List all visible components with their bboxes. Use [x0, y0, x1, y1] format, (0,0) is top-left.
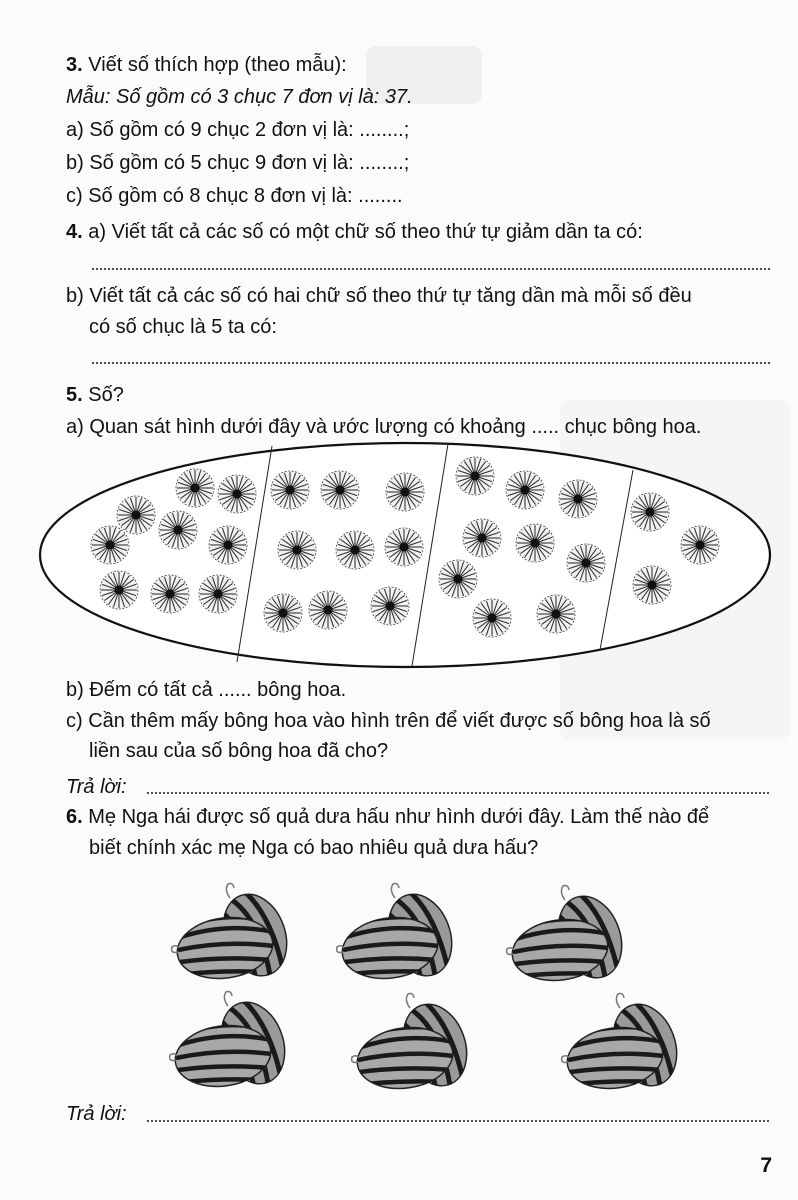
flower-icon: [537, 595, 575, 633]
flower-icon: [91, 526, 129, 564]
flower-icon: [209, 526, 247, 564]
page-number: 7: [760, 1154, 772, 1177]
watermelon-pair-icon: [335, 880, 465, 985]
exercise-3-example: Mẫu: Số gồm có 3 chục 7 đơn vị là: 37.: [66, 86, 413, 108]
flower-icon: [151, 575, 189, 613]
flower-icon: [100, 571, 138, 609]
flower-icon: [456, 457, 494, 495]
flower-icon: [463, 519, 501, 557]
exercise-4-number: 4.: [66, 221, 83, 243]
exercise-6-line2: biết chính xác mẹ Nga có bao nhiêu quả dưa hấu?: [89, 837, 539, 859]
exercise-3-number: 3.: [66, 54, 83, 76]
flower-icon: [506, 471, 544, 509]
flower-icon: [117, 496, 155, 534]
exercise-6-answer-label: Trả lời:: [66, 1103, 127, 1125]
flower-icon: [631, 493, 669, 531]
exercise-6-line1: [66, 804, 709, 830]
watermelon-pair-icon: [350, 990, 480, 1095]
flower-icon: [473, 599, 511, 637]
flower-icon: [559, 480, 597, 518]
flower-icon: [199, 575, 237, 613]
flower-icon: [176, 469, 214, 507]
flower-icon: [681, 526, 719, 564]
exercise-4-part-b-line2: có số chục là 5 ta có:: [89, 316, 277, 338]
exercise-5-part-b: b) Đếm có tất cả ...... bông hoa.: [66, 679, 347, 701]
flower-icon: [633, 566, 671, 604]
exercise-5-title: Số?: [88, 384, 124, 406]
exercise-6-number: 6.: [66, 806, 83, 828]
watermelon-pair-icon: [505, 882, 635, 987]
exercise-6-text: Mẹ Nga hái được số quả dưa hấu như hình dưới đây. Làm thế nào để: [88, 806, 710, 828]
flower-icon: [271, 471, 309, 509]
exercise-3-title: Viết số thích hợp (theo mẫu):: [88, 54, 347, 76]
watermelon-pair-icon: [170, 880, 300, 985]
exercise-5-answer-label: Trả lời:: [66, 776, 127, 798]
answer-line-6[interactable]: [146, 1120, 771, 1122]
answer-line-5c[interactable]: [146, 792, 771, 794]
exercise-5-number: 5.: [66, 384, 83, 406]
flower-icon: [386, 473, 424, 511]
flower-icon: [309, 591, 347, 629]
exercise-3-item-c: c) Số gồm có 8 chục 8 đơn vị là: ........: [66, 185, 403, 207]
flower-icon: [218, 475, 256, 513]
exercise-5-part-c-line2: liền sau của số bông hoa đã cho?: [89, 740, 389, 762]
exercise-3-item-b: b) Số gồm có 5 chục 9 đơn vị là: ........;: [66, 152, 410, 174]
flower-icon: [264, 594, 302, 632]
flower-icon: [278, 531, 316, 569]
exercise-4-part-b-line1: b) Viết tất cả các số có hai chữ số theo thứ tự tăng dần mà mỗi số đều: [66, 285, 692, 307]
flower-icon: [321, 471, 359, 509]
flower-icon: [159, 511, 197, 549]
exercise-3-item-a: a) Số gồm có 9 chục 2 đơn vị là: ........;: [66, 119, 410, 141]
flower-icon: [371, 587, 409, 625]
exercise-5-part-a: a) Quan sát hình dưới đây và ước lượng có khoảng ..... chục bông hoa.: [66, 416, 702, 438]
flower-icon: [567, 544, 605, 582]
flower-icon: [516, 524, 554, 562]
exercise-4-a-text: a) Viết tất cả các số có một chữ số theo thứ tự giảm dần ta có:: [88, 221, 643, 243]
flower-icon: [385, 528, 423, 566]
watermelon-pair-icon: [168, 988, 298, 1093]
watermelon-pair-icon: [560, 990, 690, 1095]
flower-icon: [439, 560, 477, 598]
exercise-5-part-c-line1: c) Cần thêm mấy bông hoa vào hình trên để viết được số bông hoa là số: [66, 710, 711, 732]
flower-icon: [336, 531, 374, 569]
